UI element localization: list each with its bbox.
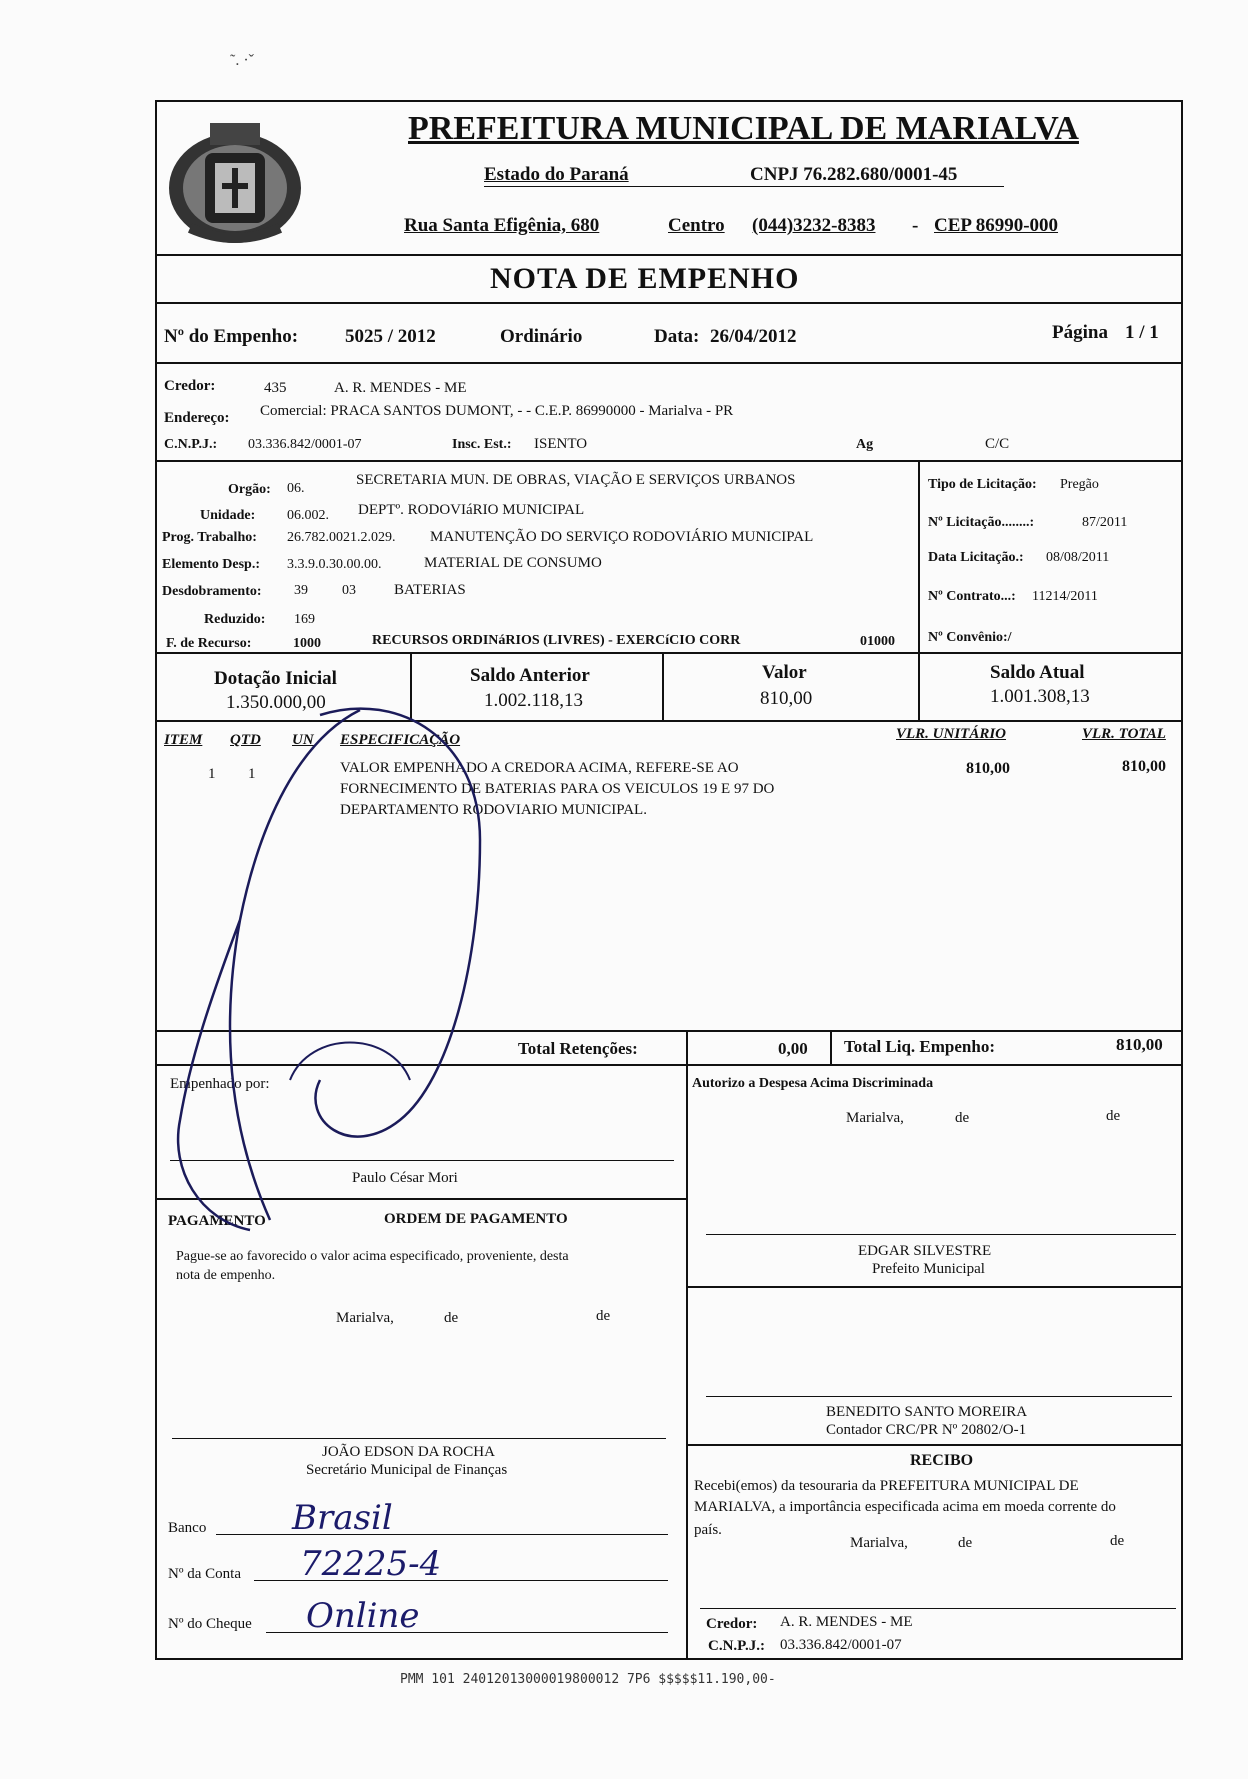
divider [918,460,920,652]
empenho-type: Ordinário [500,326,583,347]
saldo-anterior-label: Saldo Anterior [470,665,590,686]
dotacao-inicial-label: Dotação Inicial [214,668,337,689]
divider [918,652,920,720]
licitacao-type: Pregão [1060,477,1099,492]
recibo-de-2: de [1110,1533,1125,1549]
pagamento-de-1: de [444,1310,459,1326]
pagamento-label: PAGAMENTO [168,1213,266,1229]
header-phone: (044)3232-8383 [752,215,876,236]
divider [830,1030,832,1064]
stray-mark: ˜. ·ˇ [230,52,254,69]
cheque-handwritten: Online [306,1596,420,1636]
fonte-label: F. de Recurso: [166,636,252,651]
autorizo-city: Marialva, [846,1110,904,1126]
orgao-label: Orgão: [228,482,271,497]
pague-line2: nota de empenho. [176,1268,276,1283]
divider [155,254,1183,256]
banco-line [216,1534,668,1535]
elemento-value: MATERIAL DE CONSUMO [424,555,602,571]
saldo-atual-value: 1.001.308,13 [990,686,1090,707]
empenho-date-label: Data: [654,326,700,347]
recibo-cnpj-label: C.N.P.J.: [708,1638,765,1654]
fonte-code: 1000 [293,636,321,651]
handwritten-signature-icon [150,700,710,1260]
col-un: UN [292,732,314,748]
signature-line [706,1234,1176,1235]
col-item: ITEM [164,732,203,748]
header-underline [484,186,1004,187]
saldo-atual-label: Saldo Atual [990,662,1085,683]
secretario-nome: JOÃO EDSON DA ROCHA [322,1444,495,1460]
recibo-line1: Recebi(emos) da tesouraria da PREFEITURA MUNICIPAL DE [694,1478,1079,1494]
empenhado-nome: Paulo César Mori [352,1170,458,1186]
divider [155,302,1183,304]
recibo-de-1: de [958,1535,973,1551]
secretario-cargo: Secretário Municipal de Finanças [306,1462,508,1478]
contrato-number: 11214/2011 [1032,589,1098,604]
document-title: NOTA DE EMPENHO [490,262,800,295]
endereco-label: Endereço: [164,410,230,426]
valor-value: 810,00 [760,688,813,709]
prog-value: MANUTENÇÃO DO SERVIÇO RODOVIÁRIO MUNICIPAL [430,529,814,545]
col-especificacao: ESPECIFICAÇÃO [340,732,461,748]
contrato-label: Nº Contrato...: [928,589,1016,604]
total-liquido-value: 810,00 [1116,1035,1163,1054]
header-street: Rua Santa Efigênia, 680 [404,215,600,236]
unidade-code: 06.002. [287,508,329,523]
prefeito-nome: EDGAR SILVESTRE [858,1243,992,1259]
col-valor-unitario: VLR. UNITÁRIO [896,726,1007,742]
orgao-code: 06. [287,481,305,496]
fonte-value: RECURSOS ORDINáRIOS (LIVRES) - EXERCíCIO CORR [372,633,741,648]
endereco-value: Comercial: PRACA SANTOS DUMONT, - - C.E.P. 86990000 - Marialva - PR [260,403,734,419]
contador-nome: BENEDITO SANTO MOREIRA [826,1404,1028,1420]
empenhado-por-label: Empenhado por: [170,1076,270,1092]
page-number: 1 / 1 [1125,322,1159,343]
orgao-value: SECRETARIA MUN. DE OBRAS, VIAÇÃO E SERVIÇOS URBANOS [356,472,796,488]
recibo-line2: MARIALVA, a importância especificada acima em moeda corrente do [694,1499,1116,1515]
contador-cargo: Contador CRC/PR Nº 20802/O-1 [826,1422,1027,1438]
total-retencoes-value: 0,00 [778,1039,808,1058]
reduzido-label: Reduzido: [204,612,266,627]
recibo-credor: A. R. MENDES - ME [780,1614,913,1630]
empenho-number: 5025 / 2012 [345,326,436,347]
item-desc-line2: FORNECIMENTO DE BATERIAS PARA OS VEICULOS 19 E 97 DO [340,781,775,797]
empenho-number-label: Nº do Empenho: [164,326,299,347]
item-desc-line3: DEPARTAMENTO RODOVIARIO MUNICIPAL. [340,802,647,818]
licitacao-number-label: Nº Licitação........: [928,515,1035,530]
cheque-label: Nº do Cheque [168,1616,252,1632]
autorizo-text: Autorizo a Despesa Acima Discriminada [692,1076,934,1091]
elemento-label: Elemento Desp.: [162,557,260,572]
header-state: Estado do Paraná [484,164,629,185]
col-valor-total: VLR. TOTAL [1082,726,1166,742]
item-qtd: 1 [248,766,256,782]
header-title: PREFEITURA MUNICIPAL DE MARIALVA [408,110,1079,147]
licitacao-date-label: Data Licitação.: [928,550,1024,565]
signature-line [700,1608,1176,1609]
total-retencoes-label: Total Retenções: [518,1039,638,1058]
signature-line [172,1438,666,1439]
elemento-code: 3.3.9.0.30.00.00. [287,557,382,572]
recibo-line3: país. [694,1522,722,1538]
ordem-pagamento-title: ORDEM DE PAGAMENTO [384,1211,568,1227]
agency-label: Ag [856,437,874,452]
divider [155,652,1183,654]
prefeito-cargo: Prefeito Municipal [872,1261,985,1277]
insc-value: ISENTO [534,436,588,452]
licitacao-type-label: Tipo de Licitação: [928,477,1037,492]
item-unit-value: 810,00 [966,760,1010,777]
desdobramento-b: 03 [342,583,356,598]
licitacao-date: 08/08/2011 [1046,550,1110,565]
banco-handwritten: Brasil [292,1498,393,1538]
footer-code: PMM 101 24012013000019800012 7P6 $$$$$11.190,00- [400,1672,776,1687]
cnpj-value: 03.336.842/0001-07 [248,437,362,452]
item-desc-line1: VALOR EMPENHADO A CREDORA ACIMA, REFERE-SE AO [340,760,739,776]
saldo-anterior-value: 1.002.118,13 [484,690,584,711]
divider [155,460,1183,462]
pague-line1: Pague-se ao favorecido o valor acima especificado, proveniente, desta [176,1249,569,1264]
conta-handwritten: 72225-4 [300,1544,442,1584]
page-label: Página [1052,322,1108,343]
item-number: 1 [208,766,216,782]
licitacao-number: 87/2011 [1082,515,1128,530]
header-district: Centro [668,215,725,236]
conta-label: Nº da Conta [168,1566,241,1582]
credor-code: 435 [264,380,287,396]
unidade-label: Unidade: [200,508,256,523]
total-liquido-label: Total Liq. Empenho: [844,1037,995,1056]
coat-of-arms-icon [160,108,310,258]
header-cep: CEP 86990-000 [934,215,1059,236]
autorizo-de-1: de [955,1110,970,1126]
desdobramento-value: BATERIAS [394,582,466,598]
recibo-cnpj: 03.336.842/0001-07 [780,1637,902,1653]
divider [686,1444,1183,1446]
recibo-credor-label: Credor: [706,1616,758,1632]
item-total-value: 810,00 [1122,758,1166,775]
cnpj-label: C.N.P.J.: [164,437,218,452]
pagamento-city: Marialva, [336,1310,394,1326]
recibo-city: Marialva, [850,1535,908,1551]
fonte-number: 01000 [860,634,895,649]
credor-name: A. R. MENDES - ME [334,380,467,396]
divider [155,362,1183,364]
banco-label: Banco [168,1520,207,1536]
desdobramento-label: Desdobramento: [162,584,262,599]
prog-code: 26.782.0021.2.029. [287,530,396,545]
header-cnpj: CNPJ 76.282.680/0001-45 [750,164,958,185]
insc-label: Insc. Est.: [452,437,512,452]
divider [686,1286,1183,1288]
signature-line [706,1396,1172,1397]
account-label: C/C [985,436,1010,452]
prog-label: Prog. Trabalho: [162,530,257,545]
desdobramento-a: 39 [294,583,308,598]
empenho-date: 26/04/2012 [710,326,797,347]
credor-label: Credor: [164,378,216,394]
reduzido-value: 169 [294,612,315,627]
autorizo-de-2: de [1106,1108,1121,1124]
pagamento-de-2: de [596,1308,611,1324]
col-qtd: QTD [230,732,261,748]
convenio-label: Nº Convênio:/ [928,630,1012,645]
header-dash: - [912,215,919,236]
recibo-title: RECIBO [910,1452,974,1469]
valor-label: Valor [762,662,807,683]
dotacao-inicial-value: 1.350.000,00 [226,692,326,713]
unidade-value: DEPTº. RODOVIáRIO MUNICIPAL [358,502,585,518]
